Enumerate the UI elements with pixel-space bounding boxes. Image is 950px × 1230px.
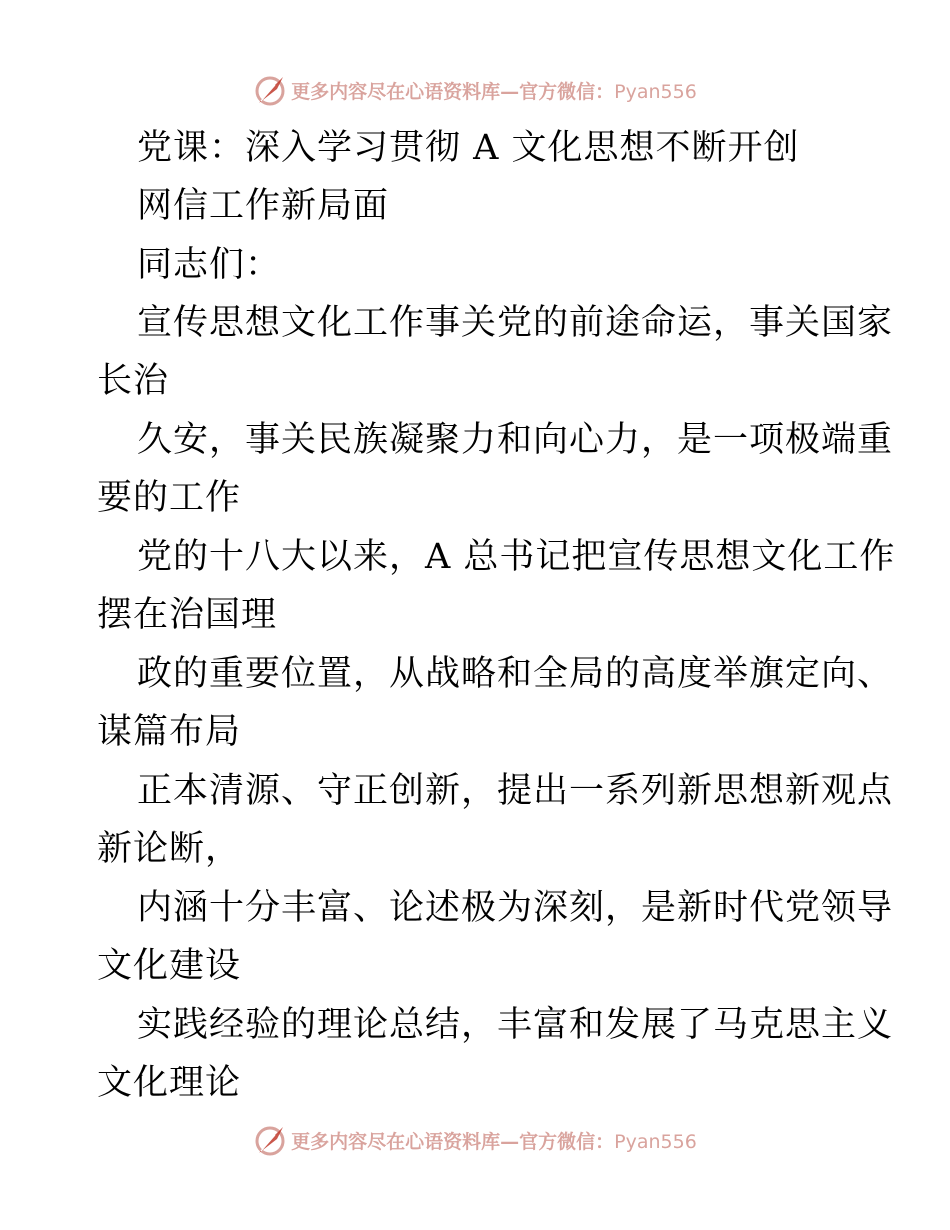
paragraph-line: 文化理论 (97, 1063, 242, 1103)
watermark-label (291, 1127, 697, 1154)
watermark-text-cn: 更多内容尽在心语资料库—官方微信： (291, 80, 615, 103)
paragraph-line: 文化建设 (97, 946, 242, 986)
paragraph-line: 政的重要位置，从战略和全局的高度举旗定向、 (137, 654, 894, 694)
watermark-wechat-id: Pyan556 (614, 1130, 697, 1153)
feather-quill-icon (253, 1123, 287, 1157)
paragraph-line: 长治 (97, 361, 170, 401)
paragraph-line: 要的工作 (97, 478, 242, 518)
title-line-1: 党课：深入学习贯彻 A 文化思想不断开创 (137, 128, 800, 168)
paragraph-line: 内涵十分丰富、论述极为深刻，是新时代党领导 (137, 888, 894, 928)
paragraph-line: 新论断， (97, 829, 242, 869)
watermark-text-cn: 更多内容尽在心语资料库—官方微信： (291, 1130, 615, 1153)
paragraph-line: 正本清源、守正创新，提出一系列新思想新观点 (137, 771, 894, 811)
feather-quill-icon (253, 73, 287, 107)
watermark-wechat-id: Pyan556 (614, 80, 697, 103)
watermark-header (0, 70, 950, 110)
paragraph-line: 谋篇布局 (97, 712, 242, 752)
salutation: 同志们： (137, 245, 282, 285)
title-line-2: 网信工作新局面 (137, 186, 390, 226)
paragraph-line: 实践经验的理论总结，丰富和发展了马克思主义 (137, 1005, 894, 1045)
watermark-footer (0, 1120, 950, 1160)
paragraph-line: 宣传思想文化工作事关党的前途命运，事关国家 (137, 303, 894, 343)
watermark-label (291, 77, 697, 104)
paragraph-line: 久安，事关民族凝聚力和向心力，是一项极端重 (137, 420, 894, 460)
paragraph-line: 摆在治国理 (97, 595, 278, 635)
paragraph-line: 党的十八大以来，A 总书记把宣传思想文化工作 (137, 537, 896, 577)
